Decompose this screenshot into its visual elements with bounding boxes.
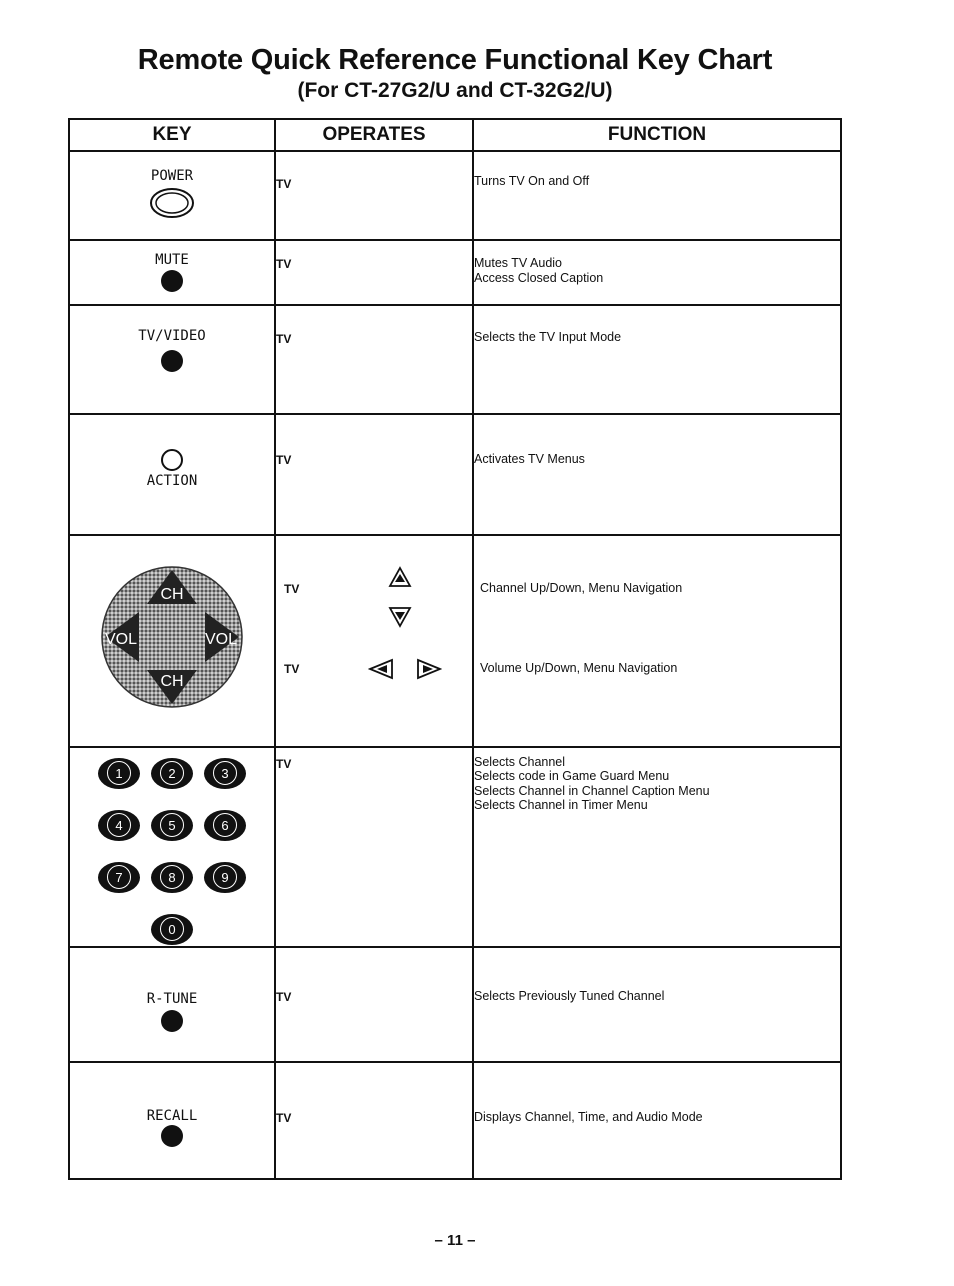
digit-9-button-icon — [204, 862, 246, 893]
key-label: POWER — [150, 168, 194, 185]
round-button-icon — [161, 270, 183, 292]
round-button-icon — [161, 350, 183, 372]
dpad-icon — [97, 562, 247, 712]
operates-cell — [275, 151, 473, 240]
header-function: FUNCTION — [473, 119, 841, 151]
digit-label: 6 — [213, 813, 237, 837]
round-button-icon — [161, 1125, 183, 1147]
digit-label: 7 — [107, 865, 131, 889]
power-button-icon — [148, 186, 196, 220]
function-line: Selects the TV Input Mode — [474, 329, 622, 344]
ch-up-label: CH — [160, 586, 184, 604]
page-subtitle: (For CT-27G2/U and CT-32G2/U) — [297, 79, 613, 102]
operates-value: TV — [284, 582, 300, 597]
operates-value: TV — [276, 331, 292, 346]
key-label: TV/VIDEO — [138, 327, 206, 344]
numpad — [70, 748, 274, 945]
digit-label: 9 — [213, 865, 237, 889]
function-cell — [473, 305, 841, 414]
ch-down-label: CH — [160, 673, 184, 691]
key-cell — [69, 1062, 275, 1179]
key-label: R-TUNE — [146, 991, 198, 1008]
operates-value: TV — [276, 1110, 292, 1125]
function-line: Selects Channel in Channel Caption Menu — [474, 783, 710, 798]
function-line: Displays Channel, Time, and Audio Mode — [474, 1109, 703, 1124]
digit-label: 5 — [160, 813, 184, 837]
key-cell — [69, 947, 275, 1061]
digit-label: 3 — [213, 761, 237, 785]
ch-down-arrow-icon — [388, 606, 412, 628]
operates-value: TV — [276, 756, 292, 771]
key-chart-table — [68, 118, 842, 1180]
function-line: Channel Up/Down, Menu Navigation — [480, 581, 683, 596]
key-label: RECALL — [146, 1107, 198, 1124]
digit-label: 8 — [160, 865, 184, 889]
ring-button-icon — [159, 447, 185, 473]
header-row — [69, 119, 841, 151]
digit-5-button-icon — [151, 810, 193, 841]
digit-8-button-icon — [151, 862, 193, 893]
table-row — [69, 240, 841, 304]
digit-label: 2 — [160, 761, 184, 785]
ch-up-arrow-icon — [388, 566, 412, 588]
function-cell — [473, 747, 841, 948]
digit-3-button-icon — [204, 758, 246, 789]
table-row — [69, 414, 841, 535]
operates-value: TV — [276, 990, 292, 1005]
digit-6-button-icon — [204, 810, 246, 841]
function-line: Volume Up/Down, Menu Navigation — [480, 661, 678, 676]
operates-value: TV — [284, 662, 300, 677]
function-cell — [473, 947, 841, 1061]
operates-cell — [275, 240, 473, 304]
key-cell — [69, 240, 275, 304]
vol-up-arrow-icon — [416, 658, 442, 680]
key-cell — [69, 414, 275, 535]
function-line: Selects code in Game Guard Menu — [474, 769, 670, 784]
vol-right-label: VOL — [204, 631, 238, 649]
table-row — [69, 1062, 841, 1179]
table-row — [69, 747, 841, 948]
operates-cell — [275, 747, 473, 948]
function-line: Access Closed Caption — [474, 271, 604, 286]
key-label: ACTION — [146, 472, 198, 489]
function-cell — [473, 1062, 841, 1179]
page-title: Remote Quick Reference Functional Key Chart — [137, 44, 773, 76]
operates-cell — [275, 1062, 473, 1179]
table-row — [69, 151, 841, 240]
key-cell — [69, 151, 275, 240]
digit-2-button-icon — [151, 758, 193, 789]
operates-value: TV — [276, 257, 292, 272]
table-row — [69, 305, 841, 414]
operates-cell — [275, 947, 473, 1061]
page-number: – 11 – — [434, 1232, 476, 1249]
digit-4-button-icon — [98, 810, 140, 841]
key-cell — [69, 747, 275, 948]
key-label: MUTE — [155, 252, 189, 269]
key-cell — [69, 535, 275, 747]
digit-label: 4 — [107, 813, 131, 837]
digit-7-button-icon — [98, 862, 140, 893]
function-line: Mutes TV Audio — [474, 256, 563, 271]
function-line: Selects Previously Tuned Channel — [474, 989, 665, 1004]
operates-cell — [275, 305, 473, 414]
function-cell — [473, 240, 841, 304]
function-line: Selects Channel in Timer Menu — [474, 798, 648, 813]
digit-0-button-icon — [151, 914, 193, 945]
digit-label: 1 — [107, 761, 131, 785]
operates-cell — [275, 414, 473, 535]
function-line: Activates TV Menus — [474, 451, 585, 466]
vol-down-arrow-icon — [368, 658, 394, 680]
key-cell — [69, 305, 275, 414]
table-row — [69, 947, 841, 1061]
function-cell — [473, 151, 841, 240]
table-row — [69, 535, 841, 747]
round-button-icon — [161, 1010, 183, 1032]
vol-left-label: VOL — [104, 631, 138, 649]
digit-label: 0 — [160, 917, 184, 941]
function-cell — [473, 535, 841, 747]
operates-cell — [275, 535, 473, 747]
digit-1-button-icon — [98, 758, 140, 789]
function-cell — [473, 414, 841, 535]
header-operates: OPERATES — [275, 119, 473, 151]
function-line: Turns TV On and Off — [474, 174, 590, 189]
operates-value: TV — [276, 452, 292, 467]
header-key: KEY — [69, 119, 275, 151]
operates-value: TV — [276, 177, 292, 192]
function-line: Selects Channel — [474, 754, 566, 769]
